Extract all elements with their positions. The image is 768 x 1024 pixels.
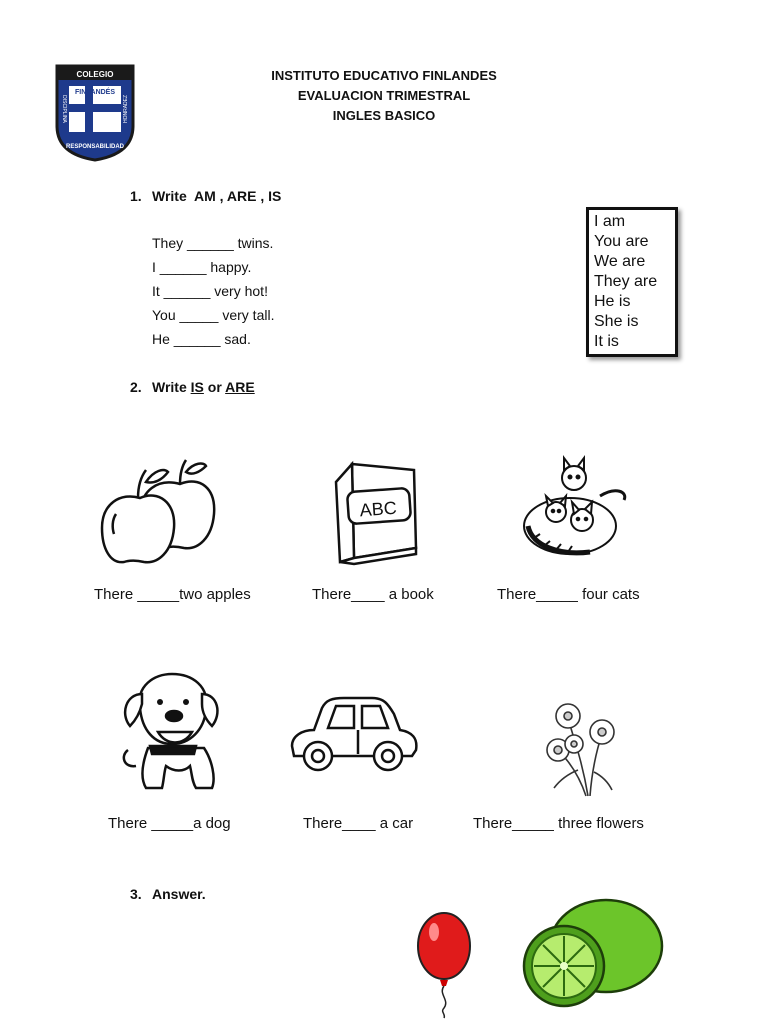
lime-icon bbox=[520, 896, 668, 1017]
reference-box bbox=[586, 207, 678, 357]
logo-right-text: HONRADEZ bbox=[123, 94, 129, 124]
book-label: ABC bbox=[359, 497, 398, 521]
section2-title bbox=[152, 379, 255, 395]
caption-cats: There_____ four cats bbox=[497, 586, 640, 603]
section1-number: 1. bbox=[130, 188, 142, 204]
reference-item: It is bbox=[594, 333, 619, 350]
book-icon bbox=[332, 460, 422, 569]
section1-title: Write AM , ARE , IS bbox=[152, 188, 282, 204]
sentence-2: I ______ happy. bbox=[152, 259, 252, 275]
section2-title-prefix: Write bbox=[152, 379, 187, 395]
section2-number: 2. bbox=[130, 379, 142, 395]
flowers-icon bbox=[538, 700, 628, 805]
logo-bottom-text: RESPONSABILIDAD bbox=[65, 144, 125, 150]
section3-number: 3. bbox=[130, 886, 142, 902]
sentence-1: They ______ twins. bbox=[152, 235, 274, 251]
section3-title: Answer. bbox=[152, 886, 206, 902]
balloon-icon bbox=[414, 910, 474, 1023]
sentence-5: He ______ sad. bbox=[152, 331, 251, 347]
caption-book: There____ a book bbox=[312, 586, 434, 603]
header-line-3: INGLES BASICO bbox=[332, 108, 436, 123]
reference-item: He is bbox=[594, 293, 631, 310]
header-line-1: INSTITUTO EDUCATIVO FINLANDES bbox=[271, 68, 497, 83]
logo-name-text: FINLANDÉS bbox=[74, 89, 116, 96]
apples-icon bbox=[100, 458, 220, 571]
section2-word-is: IS bbox=[190, 379, 204, 395]
logo-left-text: DISCIPLINA bbox=[61, 95, 67, 123]
header-line-2: EVALUACION TRIMESTRAL bbox=[297, 88, 471, 103]
reference-item: They are bbox=[594, 273, 658, 290]
caption-flowers: There_____ three flowers bbox=[473, 815, 644, 832]
reference-item: She is bbox=[594, 313, 639, 330]
dog-icon bbox=[118, 668, 222, 797]
section2-word-or: or bbox=[207, 379, 222, 395]
car-icon bbox=[288, 696, 420, 781]
reference-item: I am bbox=[594, 213, 626, 230]
caption-apples: There _____two apples bbox=[94, 586, 251, 603]
reference-item: We are bbox=[594, 253, 646, 270]
reference-item: You are bbox=[594, 233, 649, 250]
caption-dog: There _____a dog bbox=[108, 815, 231, 832]
cats-icon bbox=[520, 456, 632, 565]
section2-word-are: ARE bbox=[225, 379, 255, 395]
logo-top-text: COLEGIO bbox=[76, 70, 114, 79]
sentence-3: It ______ very hot! bbox=[152, 283, 268, 299]
sentence-4: You _____ very tall. bbox=[152, 307, 275, 323]
caption-car: There____ a car bbox=[303, 815, 414, 832]
